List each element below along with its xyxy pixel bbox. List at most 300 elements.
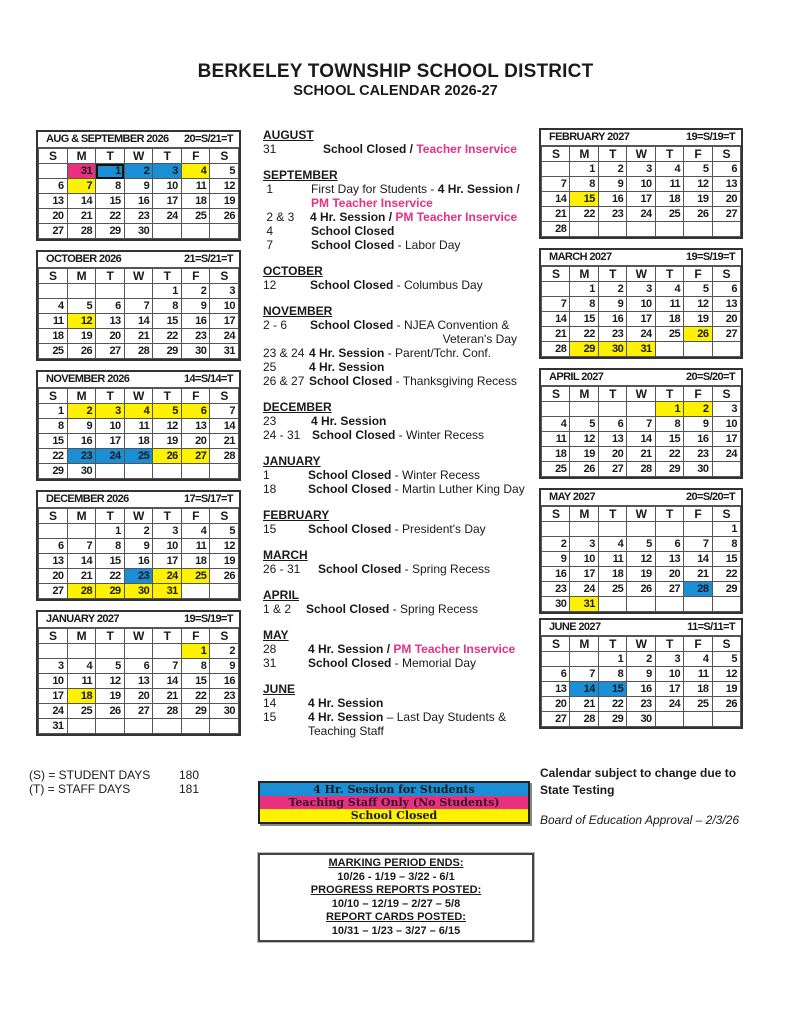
weekday-label: T <box>655 147 683 162</box>
calendar-week-row <box>39 524 239 539</box>
event-date: 31 <box>263 142 277 156</box>
weekday-label: S <box>39 629 68 644</box>
calendar-day <box>67 524 96 539</box>
calendar-day: 27 <box>181 449 210 464</box>
event-row <box>263 656 533 670</box>
event-row <box>263 642 533 656</box>
weekday-label: S <box>712 637 740 652</box>
calendar-day <box>598 222 626 237</box>
calendar-day-count: 21=S/21=T <box>183 253 233 265</box>
calendar-day: 10 <box>39 674 68 689</box>
event-description <box>308 522 533 536</box>
calendar-week-row <box>39 179 239 194</box>
calendar-day: 17 <box>153 194 182 209</box>
calendar-day: 26 <box>570 462 598 477</box>
calendar-day: 16 <box>67 434 96 449</box>
weekday-label: T <box>96 509 125 524</box>
weekday-label: F <box>181 269 210 284</box>
calendar-day: 19 <box>153 434 182 449</box>
event-date: 26 - 31 <box>263 562 301 576</box>
calendar-day: 2 <box>542 537 570 552</box>
event-month-heading: FEBRUARY <box>263 508 330 522</box>
calendar-week-row <box>39 569 239 584</box>
calendar-day: 12 <box>210 179 239 194</box>
calendar-day <box>598 597 626 612</box>
calendar-day-count: 19=S/19=T <box>183 613 233 625</box>
calendar-week-row <box>39 314 239 329</box>
calendar-day: 28 <box>153 704 182 719</box>
calendar-day: 24 <box>627 207 655 222</box>
calendar-day: 15 <box>153 314 182 329</box>
calendar-day: 2 <box>124 164 153 179</box>
calendar-day <box>542 282 570 297</box>
weekday-label: S <box>210 629 239 644</box>
calendar-day-count: 20=S/21=T <box>183 133 233 145</box>
event-date: 26 & 27 <box>263 374 305 388</box>
calendar-day: 29 <box>712 582 740 597</box>
calendar-day: 23 <box>542 582 570 597</box>
event-description <box>308 696 533 710</box>
calendar-aug-sep-2026 <box>36 130 241 241</box>
weekday-label: W <box>627 147 655 162</box>
calendar-day: 4 <box>542 417 570 432</box>
calendar-day <box>67 719 96 734</box>
report-cards-dates: 10/31 – 1/23 – 3/27 – 6/15 <box>331 924 461 937</box>
calendar-day: 23 <box>598 327 626 342</box>
calendar-week-row <box>39 224 239 239</box>
calendar-day: 19 <box>570 447 598 462</box>
calendar-apr-2027 <box>539 368 743 479</box>
calendar-day: 4 <box>124 404 153 419</box>
calendar-day: 13 <box>712 297 740 312</box>
weekday-header-row <box>39 389 239 404</box>
calendar-day: 17 <box>570 567 598 582</box>
calendar-day-count: 20=S/20=T <box>685 371 735 383</box>
calendar-day: 25 <box>684 697 712 712</box>
calendar-day <box>67 644 96 659</box>
event-text: - Thanksgiving Recess <box>392 374 517 388</box>
calendar-nov-2026 <box>36 370 241 481</box>
calendar-day: 27 <box>655 582 683 597</box>
calendar-day <box>684 597 712 612</box>
calendar-day: 29 <box>96 584 125 599</box>
weekday-label: T <box>96 389 125 404</box>
calendar-day: 29 <box>655 462 683 477</box>
calendar-day: 6 <box>542 667 570 682</box>
calendar-day: 2 <box>627 652 655 667</box>
calendar-day: 3 <box>712 402 740 417</box>
event-description <box>308 656 533 670</box>
weekday-label: W <box>627 267 655 282</box>
event-text: School Closed <box>318 562 402 576</box>
calendar-day: 21 <box>210 434 239 449</box>
event-text: School Closed <box>308 482 392 496</box>
event-row <box>263 360 533 374</box>
calendar-day <box>570 652 598 667</box>
calendar-day <box>684 222 712 237</box>
calendar-day: 9 <box>67 419 96 434</box>
event-description <box>309 360 533 374</box>
calendar-week-row <box>39 419 239 434</box>
calendar-day <box>655 712 683 727</box>
calendar-day: 15 <box>39 434 68 449</box>
calendar-day: 31 <box>210 344 239 359</box>
calendar-day: 8 <box>570 177 598 192</box>
calendar-day: 12 <box>684 177 712 192</box>
calendar-week-row <box>542 697 741 712</box>
calendar-dec-2026 <box>36 490 241 601</box>
calendar-day: 16 <box>598 312 626 327</box>
event-text: School Closed <box>309 374 393 388</box>
calendar-month-title: JANUARY 2027 <box>46 613 119 625</box>
weekday-label: S <box>542 637 570 652</box>
calendar-day: 24 <box>153 569 182 584</box>
calendar-week-row <box>39 674 239 689</box>
calendar-day: 3 <box>153 524 182 539</box>
calendar-day: 5 <box>627 537 655 552</box>
calendar-day <box>96 644 125 659</box>
calendar-week-row <box>39 644 239 659</box>
calendar-day: 4 <box>655 282 683 297</box>
calendar-day <box>627 522 655 537</box>
event-description <box>308 642 533 656</box>
calendar-day <box>153 464 182 479</box>
progress-reports-title: PROGRESS REPORTS POSTED: <box>310 884 482 896</box>
calendar-week-row <box>542 207 741 222</box>
calendar-day: 16 <box>124 194 153 209</box>
calendar-month-title: AUG & SEPTEMBER 2026 <box>46 133 169 145</box>
calendar-day: 8 <box>39 419 68 434</box>
calendar-day: 17 <box>655 682 683 697</box>
event-text: PM Teacher Inservice <box>393 642 516 656</box>
calendar-day: 3 <box>655 652 683 667</box>
calendar-day: 9 <box>210 659 239 674</box>
calendar-day <box>570 522 598 537</box>
weekday-label: T <box>598 507 626 522</box>
calendar-day <box>124 719 153 734</box>
event-row <box>263 696 533 710</box>
calendar-day: 9 <box>124 539 153 554</box>
weekday-label: M <box>570 507 598 522</box>
event-text: 4 Hr. Session <box>309 346 385 360</box>
calendar-week-row <box>542 312 741 327</box>
calendar-header <box>38 252 239 268</box>
calendar-day: 10 <box>570 552 598 567</box>
calendar-day: 23 <box>598 207 626 222</box>
calendar-day: 28 <box>67 224 96 239</box>
calendar-day: 13 <box>96 314 125 329</box>
calendar-title: SCHOOL CALENDAR 2026-27 <box>293 83 498 99</box>
calendar-day: 7 <box>67 539 96 554</box>
calendar-day: 4 <box>181 524 210 539</box>
event-text: School Closed <box>308 468 392 482</box>
event-text: 4 Hr. Session / <box>310 210 396 224</box>
calendar-day: 1 <box>570 282 598 297</box>
calendar-day: 20 <box>542 697 570 712</box>
calendar-week-row <box>542 402 741 417</box>
calendar-day: 8 <box>96 179 125 194</box>
calendar-day: 16 <box>627 682 655 697</box>
calendar-day <box>655 222 683 237</box>
event-row <box>263 210 533 224</box>
calendar-day: 30 <box>181 344 210 359</box>
calendar-day <box>181 719 210 734</box>
event-month-heading: MAY <box>263 628 289 642</box>
weekday-label: T <box>598 147 626 162</box>
calendar-day: 22 <box>96 569 125 584</box>
calendar-day <box>570 222 598 237</box>
calendar-day: 17 <box>39 689 68 704</box>
event-month-heading: JANUARY <box>263 454 321 468</box>
calendar-day: 12 <box>627 552 655 567</box>
calendar-day: 17 <box>210 314 239 329</box>
calendar-day: 2 <box>67 404 96 419</box>
event-row <box>263 374 533 388</box>
calendar-day <box>542 652 570 667</box>
calendar-day: 26 <box>684 327 712 342</box>
event-description <box>310 278 533 292</box>
event-row <box>263 224 533 238</box>
calendar-day: 3 <box>570 537 598 552</box>
calendar-day: 19 <box>684 312 712 327</box>
calendar-day: 19 <box>210 194 239 209</box>
calendar-day: 18 <box>542 447 570 462</box>
calendar-week-row <box>39 164 239 179</box>
calendar-day: 16 <box>542 567 570 582</box>
marking-period-box <box>258 853 534 942</box>
calendar-day: 24 <box>39 704 68 719</box>
event-text: School Closed <box>311 224 395 238</box>
event-description <box>308 468 533 482</box>
calendar-day <box>542 162 570 177</box>
calendar-day <box>181 224 210 239</box>
calendar-day: 22 <box>570 327 598 342</box>
calendar-day: 7 <box>542 297 570 312</box>
calendar-day: 29 <box>153 344 182 359</box>
calendar-day <box>712 597 740 612</box>
calendar-week-row <box>39 659 239 674</box>
calendar-day-count: 19=S/19=T <box>685 251 735 263</box>
calendar-week-row <box>542 567 741 582</box>
calendar-day: 12 <box>712 667 740 682</box>
calendar-day: 7 <box>627 417 655 432</box>
calendar-mar-2027 <box>539 248 743 359</box>
calendar-week-row <box>542 327 741 342</box>
calendar-day: 26 <box>67 344 96 359</box>
calendar-day: 12 <box>210 539 239 554</box>
calendar-day <box>96 464 125 479</box>
calendar-day: 28 <box>124 344 153 359</box>
calendar-day: 23 <box>67 449 96 464</box>
calendar-day: 31 <box>67 164 96 179</box>
calendar-day: 7 <box>570 667 598 682</box>
calendar-header <box>38 372 239 388</box>
calendar-day: 30 <box>627 712 655 727</box>
event-date: 7 <box>263 238 274 252</box>
weekday-label: T <box>153 389 182 404</box>
calendar-week-row <box>39 704 239 719</box>
calendar-day: 24 <box>153 209 182 224</box>
calendar-may-2027 <box>539 488 743 614</box>
event-date: 1 <box>263 182 274 196</box>
calendar-day: 20 <box>655 567 683 582</box>
calendar-day: 1 <box>655 402 683 417</box>
calendar-day: 20 <box>96 329 125 344</box>
calendar-day: 6 <box>598 417 626 432</box>
weekday-label: T <box>96 629 125 644</box>
event-date: 12 <box>263 278 277 292</box>
calendar-week-row <box>542 462 741 477</box>
calendar-day: 27 <box>39 584 68 599</box>
calendar-week-row <box>542 192 741 207</box>
event-text: - President's Day <box>391 522 486 536</box>
calendar-day: 21 <box>67 209 96 224</box>
weekday-header-row <box>39 509 239 524</box>
staff-days-value: 181 <box>179 782 200 796</box>
calendar-day: 9 <box>181 299 210 314</box>
weekday-label: S <box>542 147 570 162</box>
calendar-day: 14 <box>570 682 598 697</box>
calendar-week-row <box>39 539 239 554</box>
calendar-day: 9 <box>598 177 626 192</box>
weekday-label: S <box>542 507 570 522</box>
calendar-day: 5 <box>684 162 712 177</box>
calendar-day: 12 <box>67 314 96 329</box>
event-month-heading: AUGUST <box>263 128 314 142</box>
weekday-label: T <box>153 269 182 284</box>
calendar-day: 18 <box>67 689 96 704</box>
calendar-day: 21 <box>542 207 570 222</box>
calendar-day: 16 <box>181 314 210 329</box>
calendar-week-row <box>542 667 741 682</box>
calendar-day: 17 <box>712 432 740 447</box>
calendar-header <box>541 130 741 146</box>
calendar-day: 27 <box>712 327 740 342</box>
calendar-day-count: 20=S/20=T <box>685 491 735 503</box>
calendar-day: 15 <box>712 552 740 567</box>
calendar-day <box>712 222 740 237</box>
calendar-day: 13 <box>39 554 68 569</box>
calendar-day <box>67 284 96 299</box>
weekday-label: M <box>570 267 598 282</box>
calendar-header <box>38 132 239 148</box>
calendar-day <box>39 644 68 659</box>
calendar-month-title: JUNE 2027 <box>549 621 601 633</box>
weekday-label: W <box>627 637 655 652</box>
calendar-day: 17 <box>153 554 182 569</box>
calendar-day: 20 <box>712 192 740 207</box>
event-date: 2 - 6 <box>263 318 288 332</box>
calendar-week-row <box>542 417 741 432</box>
calendar-week-row <box>39 299 239 314</box>
calendar-day: 20 <box>712 312 740 327</box>
calendar-day: 22 <box>181 689 210 704</box>
calendar-day: 7 <box>542 177 570 192</box>
calendar-day: 4 <box>598 537 626 552</box>
calendar-month-title: APRIL 2027 <box>549 371 604 383</box>
calendar-day <box>684 712 712 727</box>
weekday-label: F <box>181 149 210 164</box>
calendar-day: 7 <box>67 179 96 194</box>
calendar-day: 25 <box>598 582 626 597</box>
weekday-header-row <box>542 387 741 402</box>
calendar-day: 23 <box>210 689 239 704</box>
calendar-day <box>96 284 125 299</box>
event-text: School Closed <box>310 278 394 292</box>
calendar-week-row <box>542 297 741 312</box>
event-text: - Columbus Day <box>393 278 483 292</box>
event-text: PM Teacher Inservice <box>395 210 518 224</box>
calendar-day: 20 <box>598 447 626 462</box>
calendar-day: 27 <box>542 712 570 727</box>
calendar-month-title: MARCH 2027 <box>549 251 612 263</box>
weekday-label: S <box>542 387 570 402</box>
calendar-day: 25 <box>39 344 68 359</box>
calendar-day: 2 <box>598 282 626 297</box>
event-date: 2 & 3 <box>263 210 295 224</box>
calendar-day: 18 <box>124 434 153 449</box>
calendar-day: 9 <box>542 552 570 567</box>
calendar-day: 3 <box>153 164 182 179</box>
events-list <box>263 128 533 738</box>
calendar-day: 10 <box>96 419 125 434</box>
student-days-label: (S) = STUDENT DAYS <box>29 768 151 782</box>
calendar-day: 14 <box>67 554 96 569</box>
calendar-day: 27 <box>124 704 153 719</box>
weekday-label: M <box>570 387 598 402</box>
event-description <box>311 182 533 210</box>
calendar-day: 2 <box>210 644 239 659</box>
report-cards-title: REPORT CARDS POSTED: <box>326 911 466 923</box>
calendar-day: 10 <box>153 179 182 194</box>
calendar-day: 24 <box>655 697 683 712</box>
calendar-day: 9 <box>598 297 626 312</box>
calendar-week-row <box>39 554 239 569</box>
calendar-day: 25 <box>655 207 683 222</box>
calendar-day: 3 <box>39 659 68 674</box>
event-description <box>306 602 533 616</box>
event-month-heading: OCTOBER <box>263 264 323 278</box>
calendar-week-row <box>39 689 239 704</box>
weekday-label: S <box>210 149 239 164</box>
calendar-day: 30 <box>598 342 626 357</box>
weekday-label: M <box>67 629 96 644</box>
event-date: 23 & 24 <box>263 346 305 360</box>
progress-reports-dates: 10/10 – 12/19 – 2/27 – 5/8 <box>331 897 461 910</box>
calendar-day: 6 <box>712 282 740 297</box>
calendar-day: 23 <box>181 329 210 344</box>
calendar-day: 7 <box>210 404 239 419</box>
calendar-day: 28 <box>570 712 598 727</box>
calendar-month-title: MAY 2027 <box>549 491 595 503</box>
calendar-day: 13 <box>598 432 626 447</box>
calendar-day: 31 <box>153 584 182 599</box>
calendar-day: 18 <box>181 194 210 209</box>
weekday-label: T <box>153 629 182 644</box>
calendar-day: 1 <box>598 652 626 667</box>
event-text: - Winter Recess <box>395 428 485 442</box>
calendar-day: 14 <box>684 552 712 567</box>
calendar-day: 30 <box>124 224 153 239</box>
event-description <box>318 562 533 576</box>
event-row <box>263 522 533 536</box>
calendar-day: 11 <box>542 432 570 447</box>
weekday-label: W <box>124 509 153 524</box>
calendar-day: 14 <box>124 314 153 329</box>
calendar-day <box>712 712 740 727</box>
weekday-header-row <box>39 149 239 164</box>
weekday-label: S <box>39 149 68 164</box>
